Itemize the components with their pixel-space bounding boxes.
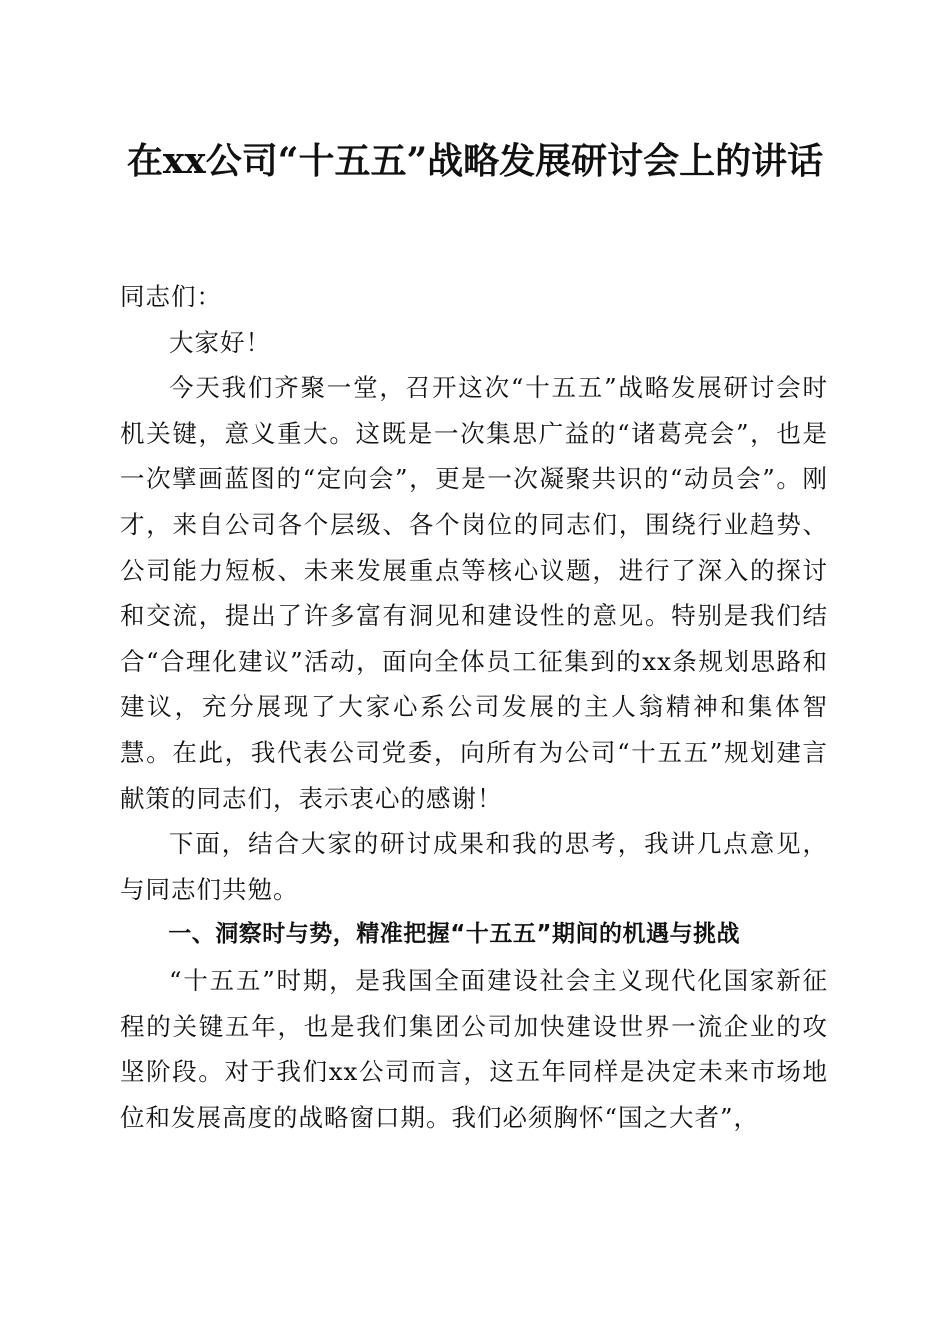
document-body <box>120 274 828 1140</box>
salutation: 同志们： <box>120 282 222 311</box>
section-paragraph: “十五五”时期，是我国全面建设社会主义现代化国家新征程的关键五年，也是我们集团公司加快建设世界一流企业的攻坚阶段。对于我们xx公司而言，这五年同样是决定未来市场地位和发展高度的战略窗口期。我们必须胸怀“国之大者”， <box>120 965 828 1132</box>
body-paragraph: 下面，结合大家的研讨成果和我的思考，我讲几点意见，与同志们共勉。 <box>120 829 828 904</box>
body-paragraph: 今天我们齐聚一堂，召开这次“十五五”战略发展研讨会时机关键，意义重大。这既是一次集思广益的“诸葛亮会”，也是一次擘画蓝图的“定向会”，更是一次凝聚共识的“动员会”。刚才，来自公司各个层级、各个岗位的同志们，围绕行业趋势、公司能力短板、未来发展重点等核心议题，进行了深入的探讨和交流，提出了许多富有洞见和建设性的意见。特别是我们结合“合理化建议”活动，面向全体员工征集到的xx条规划思路和建议，充分展现了大家心系公司发展的主人翁精神和集体智慧。在此，我代表公司党委，向所有为公司“十五五”规划建言献策的同志们，表示衷心的感谢！ <box>120 373 828 813</box>
greeting: 大家好！ <box>169 327 271 357</box>
document-title: 在xx公司“十五五”战略发展研讨会上的讲话 <box>126 140 824 182</box>
section-heading: 一、洞察时与势，精准把握“十五五”期间的机遇与挑战 <box>168 921 741 948</box>
